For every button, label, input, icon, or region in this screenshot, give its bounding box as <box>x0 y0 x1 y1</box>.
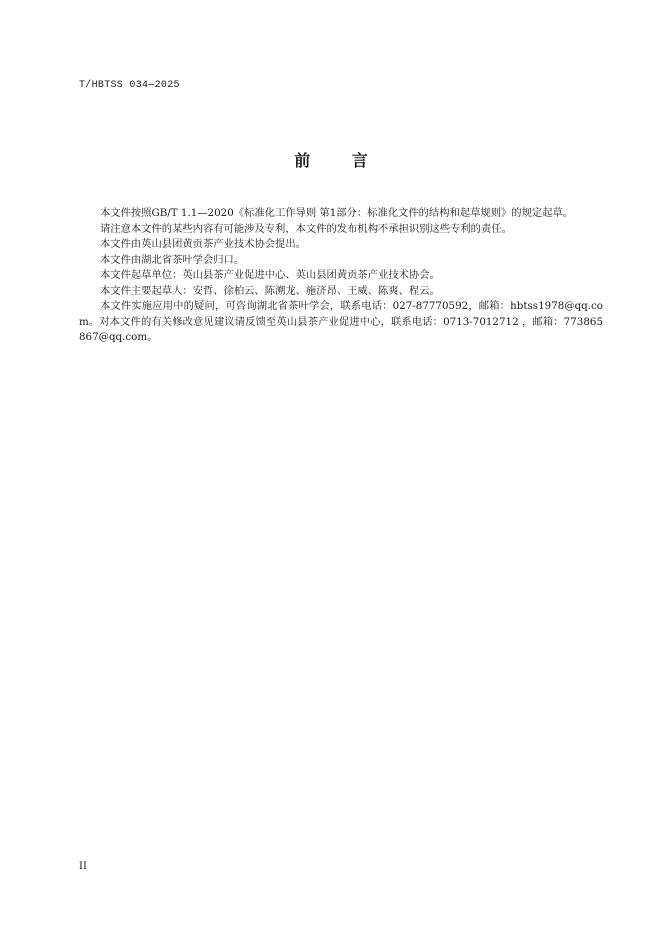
paragraph-drafting-units: 本文件起草单位：英山县茶产业促进中心、英山县团黄贡茶产业技术协会。 <box>100 269 440 281</box>
paragraph-patent-notice: 请注意本文件的某些内容有可能涉及专利，本文件的发布机构不承担识别这些专利的责任。 <box>100 222 512 235</box>
document-code: T/HBTSS 034—2025 <box>79 80 180 91</box>
paragraph-centralized-by: 本文件由湖北省茶叶学会归口。 <box>100 253 245 266</box>
paragraph-contact: 本文件实施应用中的疑问，可咨询湖北省茶叶学会，联系电话：027-87770592，邮箱：hbtss1978@qq.com。对本文件的有关修改意见建议请反馈至英山县茶产业促进中心，联系电话：0713-7012712 ，邮箱：773865867@qq.com。 <box>79 300 603 343</box>
page-title: 前 言 <box>294 151 386 170</box>
paragraph-proposer: 本文件由英山县团黄贡茶产业技术协会提出。 <box>100 238 306 250</box>
paragraph-standard-basis: 本文件按照GB/T 1.1—2020《标准化工作导则 第1部分：标准化文件的结构和起草规则》的规定起草。 <box>100 207 574 219</box>
foreword-body <box>79 206 603 346</box>
page-number: II <box>79 861 87 872</box>
paragraph-drafters: 本文件主要起草人：安哲、徐柏云、陈溯龙、施济昂、王威、陈爽、程云。 <box>100 284 440 297</box>
